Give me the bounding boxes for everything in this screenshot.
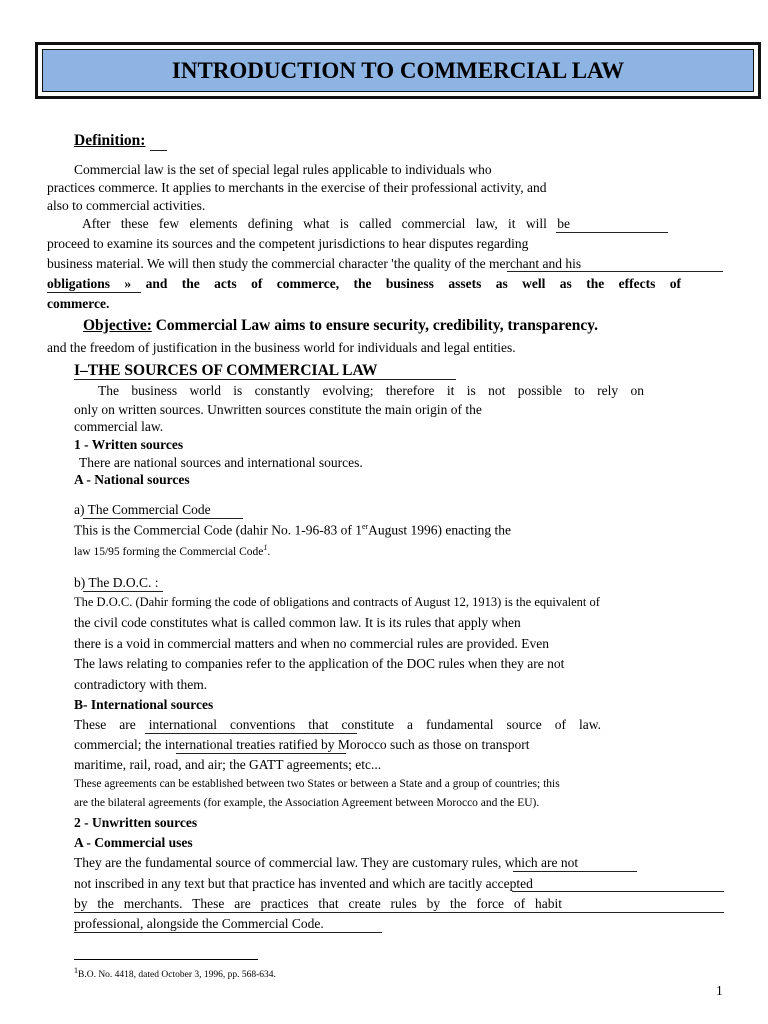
international-line-4: These agreements can be established between two States or between a State and a group of countries; this [74, 778, 560, 790]
national-sources-heading: A - National sources [74, 472, 190, 487]
definition-line-5: proceed to examine its sources and the competent jurisdictions to hear disputes regarding [47, 236, 529, 251]
international-line-1: These are international conventions that constitute a fundamental source of law. [74, 717, 601, 732]
doc-line-1: The D.O.C. (Dahir forming the code of obligations and contracts of August 12, 1913) is the equivalent of [74, 595, 600, 609]
section-intro-line-1: The business world is constantly evolving; therefore it is not possible to rely on [98, 383, 644, 398]
section-heading-underline [74, 379, 456, 380]
doc-line-2: the civil code constitutes what is called common law. It is its rules that apply when [74, 615, 521, 630]
footnote [74, 966, 276, 980]
uses-line-1: They are the fundamental source of commercial law. They are customary rules, which are not [74, 855, 579, 870]
definition-line-7-underline [47, 292, 141, 293]
definition-line-4: After these few elements defining what is called commercial law, it will be [82, 216, 570, 231]
uses-line-3: by the merchants. These are practices that create rules by the force of habit [74, 896, 562, 911]
commercial-code-label: a) [74, 502, 88, 517]
written-sources-heading: 1 - Written sources [74, 437, 184, 452]
section-intro-line-2: only on written sources. Unwritten sources constitute the main origin of the [74, 402, 482, 417]
doc-label: b) [74, 575, 89, 590]
definition-line-4-underline [556, 232, 668, 233]
international-line-3: maritime, rail, road, and air; the GATT agreements; etc... [74, 757, 382, 772]
international-line-2-underline [176, 753, 346, 754]
footnote-ref: 1 [263, 543, 268, 552]
international-line-1-underline [145, 733, 357, 734]
uses-line-4-underline [74, 932, 382, 933]
commercial-code-item [74, 502, 211, 518]
page-number: 1 [716, 983, 723, 998]
section-intro-line-3: commercial law. [74, 419, 164, 434]
definition-heading-underline [150, 150, 167, 151]
commercial-code-line-1: This is the Commercial Code (dahir No. 1-96-83 of 1erAugust 1996) enacting the [74, 522, 512, 538]
section-heading: I–THE SOURCES OF COMMERCIAL LAW [74, 362, 378, 379]
uses-line-4: professional, alongside the Commercial Code. [74, 916, 324, 931]
objective-text: Commercial Law aims to ensure security, credibility, transparency. [155, 317, 599, 334]
title-box [35, 42, 761, 99]
doc-item: b) The D.O.C. : [74, 575, 159, 590]
doc-underline [83, 591, 163, 592]
objective-line-2: and the freedom of justification in the business world for individuals and legal entities. [47, 340, 516, 355]
international-sources-heading: B- International sources [74, 697, 214, 712]
uses-line-2-underline [512, 891, 724, 892]
uses-line-2: not inscribed in any text but that practice has invented and which are tacitly accepted [74, 876, 533, 891]
definition-line-6-underline [507, 271, 723, 272]
uses-line-1-underline [513, 871, 637, 872]
doc-title: The D.O.C. [88, 575, 152, 590]
page-title: INTRODUCTION TO COMMERCIAL LAW [42, 49, 754, 92]
uses-line-3-underline [74, 912, 724, 913]
definition-line-2: practices commerce. It applies to merchants in the exercise of their professional activity, and [47, 180, 547, 195]
definition-line-6: business material. We will then study the commercial character 'the quality of the merchant and his [47, 256, 582, 271]
doc-line-3: there is a void in commercial matters and when no commercial rules are provided. Even [74, 636, 549, 651]
definition-heading: Definition: [74, 132, 146, 149]
definition-line-8: commerce. [47, 296, 110, 311]
commercial-code-line-2: law 15/95 forming the Commercial Code$^1$. [74, 543, 271, 558]
unwritten-sources-heading: 2 - Unwritten sources [74, 815, 198, 830]
definition-line-7: obligations » and the acts of commerce, the business assets as well as the effects of [47, 276, 681, 291]
commercial-code-title: The Commercial Code [87, 502, 211, 517]
commercial-uses-heading: A - Commercial uses [74, 835, 193, 850]
footnote-text: B.O. No. 4418, dated October 3, 1996, pp. 568-634. [78, 970, 276, 981]
international-line-5: are the bilateral agreements (for example, the Association Agreement between Morocco and the EU). [74, 797, 540, 809]
definition-line-1: Commercial law is the set of special legal rules applicable to individuals who [74, 162, 492, 177]
footnote-separator [74, 959, 258, 960]
doc-line-4: The laws relating to companies refer to the application of the DOC rules when they are not [74, 656, 565, 671]
commercial-code-underline [83, 518, 243, 519]
international-line-2: commercial; the international treaties ratified by Morocco such as those on transport [74, 737, 530, 752]
definition-line-3: also to commercial activities. [47, 198, 206, 213]
objective-label: Objective: [83, 317, 152, 334]
objective-line [83, 317, 598, 335]
footnote-mark: 1 [74, 966, 78, 975]
doc-line-5: contradictory with them. [74, 677, 208, 692]
written-sources-text: There are national sources and international sources. [79, 455, 363, 470]
